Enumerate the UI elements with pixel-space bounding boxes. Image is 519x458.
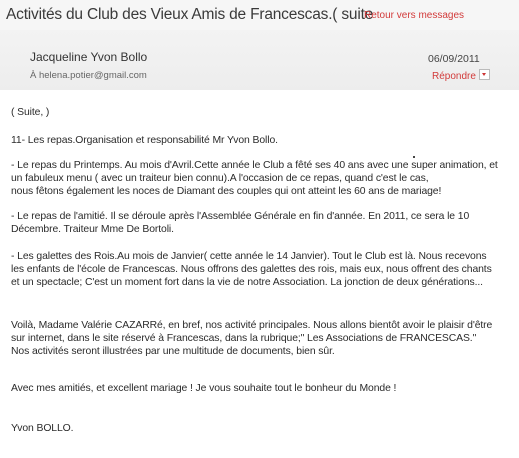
body-line: un fabuleux menu ( avec un traiteur bien connu).A l'occasion de ce repas, quand c'est le cas, — [11, 173, 429, 184]
message-title: Activités du Club des Vieux Amis de Francescas.( suite — [6, 6, 374, 23]
body-line: et un spectacle; C'est un moment fort dans la vie de notre Association. La jonction de deux générations... — [11, 277, 483, 288]
back-to-messages-link[interactable]: Retour vers messages — [364, 10, 465, 21]
body-line: Décembre. Traiteur Mme De Bortoli. — [11, 224, 174, 235]
reply-label: Répondre — [432, 71, 476, 82]
body-line: - Les galettes des Rois.Au mois de Janvier( cette année le 14 Janvier). Tout le Club est là. Nous recevons — [11, 251, 487, 262]
chevron-down-icon[interactable] — [479, 69, 490, 80]
body-line: Avec mes amitiés, et excellent mariage ! Je vous souhaite tout le bonheur du Monde ! — [11, 383, 397, 394]
body-line: les enfants de l'école de Francescas. Nous offrons des galettes des rois, mais eux, nous offrent des chants — [11, 264, 492, 275]
signature: Yvon BOLLO. — [11, 423, 74, 434]
body-line: Voilà, Madame Valérie CAZARRé, en bref, nos activité principales. Nous allons bientôt avoir le plaisir d'être — [11, 320, 493, 331]
body-line: nous fêtons également les noces de Diamant des couples qui ont atteint les 60 ans de mariage! — [11, 186, 442, 197]
recipient-email: À helena.potier@gmail.com — [30, 70, 147, 81]
stray-mark — [413, 156, 415, 158]
body-line: - Le repas de l'amitié. Il se déroule après l'Assemblée Générale en fin d'année. En 2011, ce sera le 10 — [11, 211, 470, 222]
message-date: 06/09/2011 — [428, 53, 480, 65]
body-line: ( Suite, ) — [11, 107, 50, 118]
body-line: sur internet, dans le site réservé à Francescas, dans la rubrique;" Les Associations de FRANCESCAS." — [11, 333, 477, 344]
sender-name: Jacqueline Yvon Bollo — [30, 50, 148, 64]
body-line: - Le repas du Printemps. Au mois d'Avril.Cette année le Club a fêté ses 40 ans avec une super animation, et — [11, 160, 498, 171]
reply-button[interactable] — [432, 68, 490, 82]
body-line: Nos activités seront illustrées par une multitude de documents, bien sûr. — [11, 346, 335, 357]
body-line: 11- Les repas.Organisation et responsabilité Mr Yvon Bollo. — [11, 135, 278, 146]
